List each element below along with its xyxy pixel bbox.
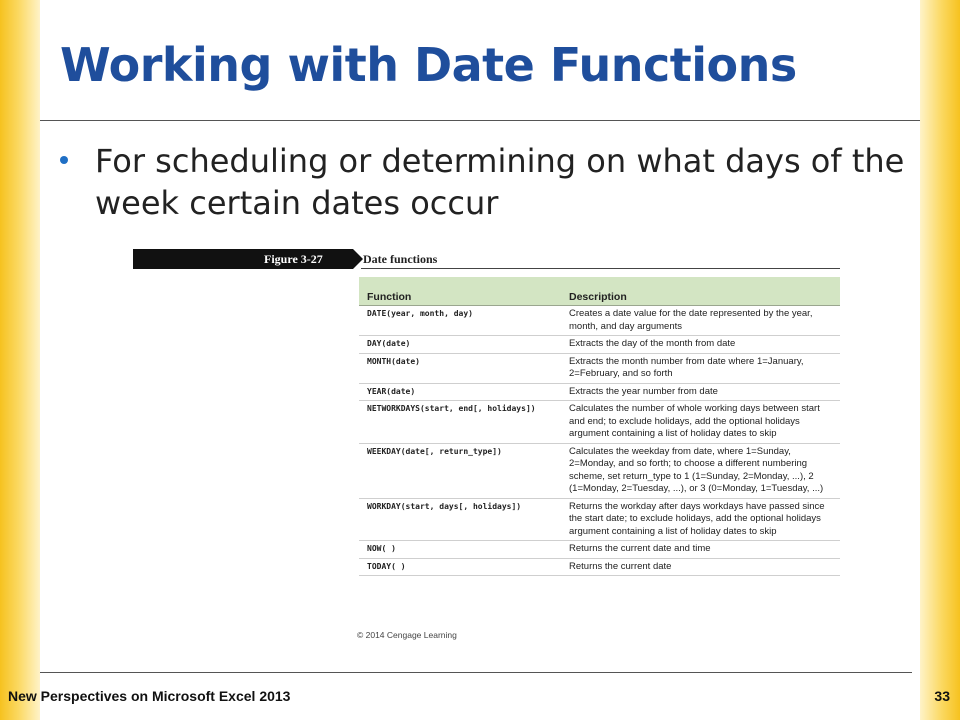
figure-caption-rule — [361, 268, 840, 269]
bullet-item — [60, 140, 920, 224]
slide-title: Working with Date Functions — [60, 38, 797, 92]
footer-divider — [40, 672, 912, 673]
table-row — [359, 498, 840, 541]
left-decorative-band — [0, 0, 40, 720]
figure-label: Figure 3-27 — [264, 252, 323, 266]
description-cell: Returns the workday after days workdays have passed since the start date; to exclude holidays, add the optional holidays argument containing a list of holiday dates to skip — [561, 498, 840, 541]
table-row — [359, 443, 840, 498]
function-cell: DATE(year, month, day) — [359, 306, 561, 336]
function-cell: WEEKDAY(date[, return_type]) — [359, 443, 561, 498]
page-number: 33 — [934, 688, 950, 704]
description-cell: Extracts the year number from date — [561, 383, 840, 401]
title-divider — [40, 120, 920, 121]
figure — [133, 249, 840, 644]
function-cell: MONTH(date) — [359, 353, 561, 383]
table-header-row — [359, 277, 840, 306]
function-column-header: Function — [359, 277, 561, 306]
table-row — [359, 383, 840, 401]
table-row — [359, 558, 840, 576]
description-cell: Extracts the day of the month from date — [561, 336, 840, 354]
function-cell: DAY(date) — [359, 336, 561, 354]
table-row — [359, 541, 840, 559]
table-body — [359, 306, 840, 576]
date-functions-table — [359, 277, 840, 576]
table-row — [359, 306, 840, 336]
function-cell: NOW( ) — [359, 541, 561, 559]
description-column-header: Description — [561, 277, 840, 306]
function-cell: WORKDAY(start, days[, holidays]) — [359, 498, 561, 541]
description-cell: Calculates the number of whole working days between start and end; to exclude holidays, add the optional holidays argument containing a list of holiday dates to skip — [561, 401, 840, 444]
figure-caption: Date functions — [363, 252, 438, 266]
function-cell: TODAY( ) — [359, 558, 561, 576]
bullet-dot-icon — [60, 156, 68, 164]
footer-text: New Perspectives on Microsoft Excel 2013 — [8, 688, 291, 704]
copyright-notice: © 2014 Cengage Learning — [357, 630, 457, 640]
bullet-text: For scheduling or determining on what days of the week certain dates occur — [95, 142, 905, 222]
description-cell: Returns the current date — [561, 558, 840, 576]
table-row — [359, 336, 840, 354]
function-cell: YEAR(date) — [359, 383, 561, 401]
description-cell: Extracts the month number from date where 1=January, 2=February, and so forth — [561, 353, 840, 383]
description-cell: Calculates the weekday from date, where 1=Sunday, 2=Monday, and so forth; to choose a different numbering scheme, set return_type to 1 (1=Sunday, 2=Monday, ...), 2 (1=Monday, 2=Tuesday, ...), or 3 (0=Monday, 1=Tuesday, ...) — [561, 443, 840, 498]
function-cell: NETWORKDAYS(start, end[, holidays]) — [359, 401, 561, 444]
table-row — [359, 353, 840, 383]
description-cell: Creates a date value for the date represented by the year, month, and day arguments — [561, 306, 840, 336]
description-cell: Returns the current date and time — [561, 541, 840, 559]
figure-label-bar — [133, 249, 353, 269]
right-decorative-band — [920, 0, 960, 720]
table-row — [359, 401, 840, 444]
figure-arrow-icon — [353, 249, 363, 269]
